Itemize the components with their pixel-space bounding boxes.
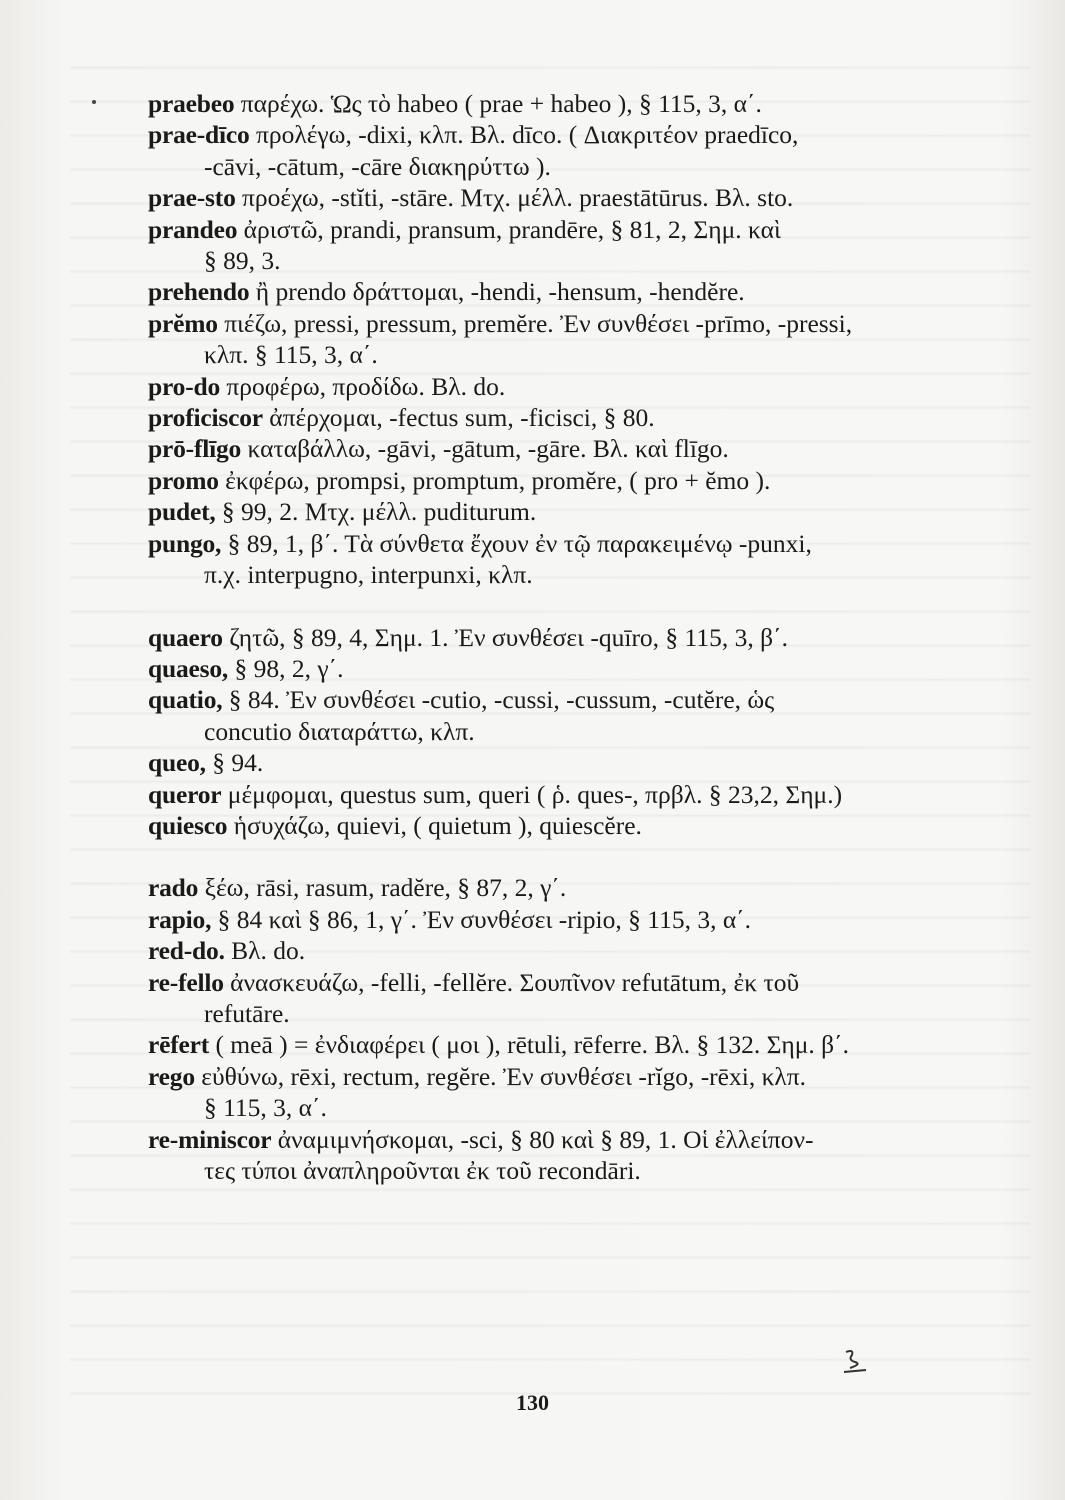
dictionary-entry [148, 1061, 984, 1124]
dictionary-entry [148, 433, 984, 464]
entry-continuation-line [148, 559, 984, 590]
dictionary-entries [148, 88, 984, 1186]
headword: red-do. [148, 936, 225, 966]
definition-text: refutāre. [204, 998, 290, 1028]
entry-first-line [148, 182, 984, 213]
dictionary-entry [148, 182, 984, 213]
entry-first-line [148, 872, 984, 903]
entry-continuation-line [148, 339, 984, 370]
headword: pro-do [148, 371, 221, 401]
headword: prehendo [148, 277, 250, 307]
entry-first-line [148, 779, 984, 810]
definition-text: τες τύποι ἀναπληροῦνται ἐκ τοῦ recondāri. [204, 1156, 641, 1185]
dictionary-entry [148, 1029, 984, 1060]
dictionary-entry [148, 308, 984, 371]
definition-text: concutio διαταράττω, κλπ. [204, 716, 475, 746]
entry-continuation-line [148, 1092, 984, 1123]
definition-text: ἐκφέρω, prompsi, promptum, promĕre, ( pro + ĕmo ). [218, 465, 771, 495]
dictionary-entry [148, 747, 984, 778]
entry-first-line [148, 402, 984, 433]
margin-dot [92, 100, 96, 104]
page-number: 130 [516, 1390, 549, 1415]
definition-text: -cāvi, -cātum, -cāre διακηρύττω ). [204, 151, 551, 181]
dictionary-entry [148, 119, 984, 182]
definition-text: ἀριστῶ, prandi, pransum, prandēre, § 81, 2, Σημ. καὶ [237, 214, 781, 244]
entry-first-line [148, 747, 984, 778]
definition-text: π.χ. interpugno, interpunxi, κλπ. [204, 560, 533, 590]
entry-first-line [148, 810, 984, 841]
definition-text: § 94. [205, 748, 264, 778]
dictionary-entry [148, 276, 984, 307]
headword: praebeo [148, 89, 235, 118]
definition-text: ἀνασκευάζω, -felli, -fellĕre. Σουπῖνον refutātum, ἐκ τοῦ [223, 967, 800, 997]
headword: quiesco [148, 810, 228, 840]
headword: prĕmo [148, 308, 218, 338]
dictionary-entry [148, 653, 984, 684]
definition-text: § 98, 2, γ΄. [228, 653, 344, 683]
headword: prae-dīco [148, 120, 250, 150]
entry-first-line [148, 1124, 984, 1155]
definition-text: ἡσυχάζω, quievi, ( quietum ), quiescĕre. [227, 810, 642, 840]
dictionary-entry [148, 779, 984, 810]
entry-first-line [148, 528, 984, 559]
section-gap [148, 591, 984, 622]
headword: re-miniscor [148, 1124, 272, 1154]
entry-first-line [148, 371, 984, 402]
entry-first-line [148, 88, 984, 119]
headword: quaeso, [148, 653, 229, 683]
dictionary-entry [148, 465, 984, 496]
margin-scrawl-mark [840, 1346, 870, 1376]
headword: rēfert [148, 1030, 210, 1060]
entry-first-line [148, 622, 984, 653]
dictionary-entry [148, 496, 984, 527]
definition-text: παρέχω. Ὡς τὸ habeo ( prae + habeo ), § 115, 3, α΄. [234, 89, 762, 118]
headword: rapio, [148, 904, 212, 934]
definition-text: ἀναμιμνήσκομαι, -sci, § 80 καὶ § 89, 1. Οἱ ἐλλείπον- [271, 1124, 814, 1154]
entry-first-line [148, 214, 984, 245]
entry-first-line [148, 935, 984, 966]
entry-first-line [148, 465, 984, 496]
dictionary-entry [148, 371, 984, 402]
headword: prandeo [148, 214, 238, 244]
definition-text: προέχω, -stĭti, -stāre. Μτχ. μέλλ. praestātūrus. Βλ. sto. [235, 183, 794, 213]
definition-text: § 89, 3. [204, 246, 281, 276]
definition-text: ξέω, rāsi, rasum, radĕre, § 87, 2, γ΄. [198, 873, 567, 903]
definition-text: § 84. Ἐν συνθέσει -cutio, -cussi, -cussum, -cutĕre, ὡς [222, 685, 775, 715]
definition-text: εὐθύνω, rēxi, rectum, regĕre. Ἐν συνθέσει -rĭgo, -rēxi, κλπ. [194, 1061, 807, 1091]
headword: pudet, [148, 497, 216, 527]
definition-text: § 84 καὶ § 86, 1, γ΄. Ἐν συνθέσει -ripio, § 115, 3, α΄. [211, 904, 752, 934]
entry-continuation-line [148, 151, 984, 182]
headword: prō-flīgo [148, 434, 242, 464]
entry-continuation-line [148, 998, 984, 1029]
section-gap [148, 841, 984, 872]
entry-first-line [148, 496, 984, 527]
entry-continuation-line [148, 1155, 984, 1186]
headword: proficiscor [148, 403, 263, 433]
definition-text: ( meā ) = ἐνδιαφέρει ( μοι ), rētuli, rēferre. Βλ. § 132. Σημ. β΄. [209, 1030, 850, 1060]
headword: rego [148, 1061, 195, 1091]
headword: pungo, [148, 528, 222, 558]
definition-text: ἢ prendo δράττομαι, -hendi, -hensum, -hendĕre. [249, 277, 745, 307]
dictionary-entry [148, 684, 984, 747]
dictionary-entry [148, 402, 984, 433]
definition-text: § 115, 3, α΄. [204, 1093, 327, 1123]
entry-first-line [148, 433, 984, 464]
entry-continuation-line [148, 716, 984, 747]
headword: queror [148, 779, 222, 809]
definition-text: ζητῶ, § 89, 4, Σημ. 1. Ἐν συνθέσει -quīro, § 115, 3, β΄. [222, 622, 788, 652]
definition-text: προλέγω, -dixi, κλπ. Βλ. dīco. ( Διακριτέον praedīco, [249, 120, 799, 150]
headword: rado [148, 873, 199, 903]
entry-first-line [148, 904, 984, 935]
entry-first-line [148, 684, 984, 715]
definition-text: § 99, 2. Μτχ. μέλλ. puditurum. [215, 497, 537, 527]
entry-first-line [148, 119, 984, 150]
definition-text: § 89, 1, β΄. Τὰ σύνθετα ἔχουν ἐν τῷ παρακειμένῳ -punxi, [221, 528, 812, 558]
dictionary-entry [148, 904, 984, 935]
dictionary-entry [148, 528, 984, 591]
headword: promo [148, 465, 219, 495]
headword: quatio, [148, 685, 223, 715]
definition-text: ἀπέρχομαι, -fectus sum, -ficisci, § 80. [262, 403, 655, 433]
dictionary-entry [148, 935, 984, 966]
entry-first-line [148, 308, 984, 339]
definition-text: Βλ. do. [224, 936, 306, 966]
dictionary-entry [148, 214, 984, 277]
entry-first-line [148, 1029, 984, 1060]
entry-first-line [148, 1061, 984, 1092]
definition-text: προφέρω, προδίδω. Βλ. do. [220, 371, 506, 401]
entry-first-line [148, 653, 984, 684]
definition-text: καταβάλλω, -gāvi, -gātum, -gāre. Βλ. καὶ flīgo. [241, 434, 729, 464]
dictionary-entry [148, 810, 984, 841]
dictionary-entry [148, 872, 984, 903]
dictionary-entry [148, 622, 984, 653]
definition-text: μέμφομαι, questus sum, queri ( ῥ. ques-, πρβλ. § 23,2, Σημ.) [221, 779, 843, 809]
headword: queo, [148, 748, 206, 778]
entry-first-line [148, 967, 984, 998]
definition-text: κλπ. § 115, 3, α΄. [204, 340, 378, 370]
entry-continuation-line [148, 245, 984, 276]
dictionary-entry [148, 1124, 984, 1187]
dictionary-entry [148, 88, 984, 119]
entry-first-line [148, 276, 984, 307]
headword: prae-sto [148, 183, 236, 213]
headword: re-fello [148, 967, 224, 997]
dictionary-entry [148, 967, 984, 1030]
definition-text: πιέζω, pressi, pressum, premĕre. Ἐν συνθέσει -prīmo, -pressi, [217, 308, 853, 338]
headword: quaero [148, 622, 223, 652]
